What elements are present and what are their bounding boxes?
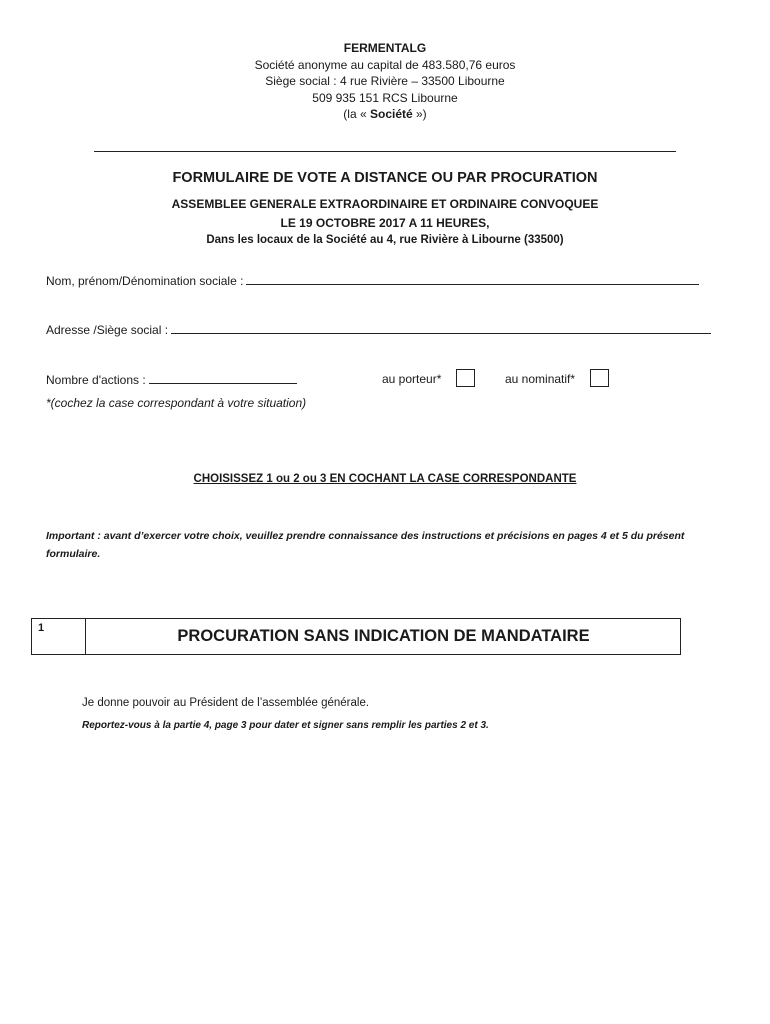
company-alias-bold: Société (369, 107, 413, 121)
section-1-number[interactable]: 1 (32, 619, 86, 654)
choice-instruction: CHOISISSEZ 1 ou 2 ou 3 EN COCHANT LA CASE CORRESPONDANTE (193, 473, 577, 485)
important-notice: Important : avant d’exercer votre choix, veuillez prendre connaissance des instructions et précisions en pages 4 et 5 du présent formulaire. (46, 530, 685, 560)
form-title: FORMULAIRE DE VOTE A DISTANCE OU PAR PROCURATION (172, 170, 598, 186)
address-field (46, 322, 711, 337)
company-rcs: 509 935 151 RCS Libourne (312, 90, 458, 105)
registered-option-label: au nominatif* (505, 372, 576, 386)
company-name: FERMENTALG (343, 41, 427, 55)
address-field-blank[interactable] (171, 322, 711, 334)
name-field-blank[interactable] (246, 273, 699, 285)
section-1-body: Je donne pouvoir au Président de l’assemblée générale. (82, 697, 370, 709)
company-capital: Société anonyme au capital de 483.580,76 euros (254, 57, 516, 72)
company-header (0, 40, 770, 123)
section-1-instruction: Reportez-vous à la partie 4, page 3 pour dater et signer sans remplir les parties 2 et 3. (82, 720, 489, 731)
address-field-label: Adresse /Siège social : (46, 323, 169, 337)
registered-checkbox[interactable] (590, 369, 609, 387)
company-address: Siège social : 4 rue Rivière – 33500 Libourne (265, 74, 505, 88)
header-divider (94, 151, 676, 152)
meeting-date: LE 19 OCTOBRE 2017 A 11 HEURES, (280, 216, 490, 230)
shares-field-blank[interactable] (149, 372, 297, 384)
name-field-label: Nom, prénom/Dénomination sociale : (46, 274, 244, 288)
section-1-header (31, 618, 681, 655)
name-field (46, 273, 699, 288)
meeting-location: Dans les locaux de la Société au 4, rue Rivière à Libourne (33500) (206, 234, 564, 246)
checkbox-note: *(cochez la case correspondant à votre situation) (46, 396, 307, 410)
meeting-type: ASSEMBLEE GENERALE EXTRAORDINAIRE ET ORDINAIRE CONVOQUEE (171, 197, 599, 211)
section-1-title: PROCURATION SANS INDICATION DE MANDATAIRE (177, 627, 590, 645)
company-alias: (la « Société ») (343, 107, 427, 121)
shares-field (46, 372, 297, 387)
bearer-checkbox[interactable] (456, 369, 475, 387)
bearer-option-label: au porteur* (382, 372, 442, 386)
shares-field-label: Nombre d'actions : (46, 373, 146, 387)
